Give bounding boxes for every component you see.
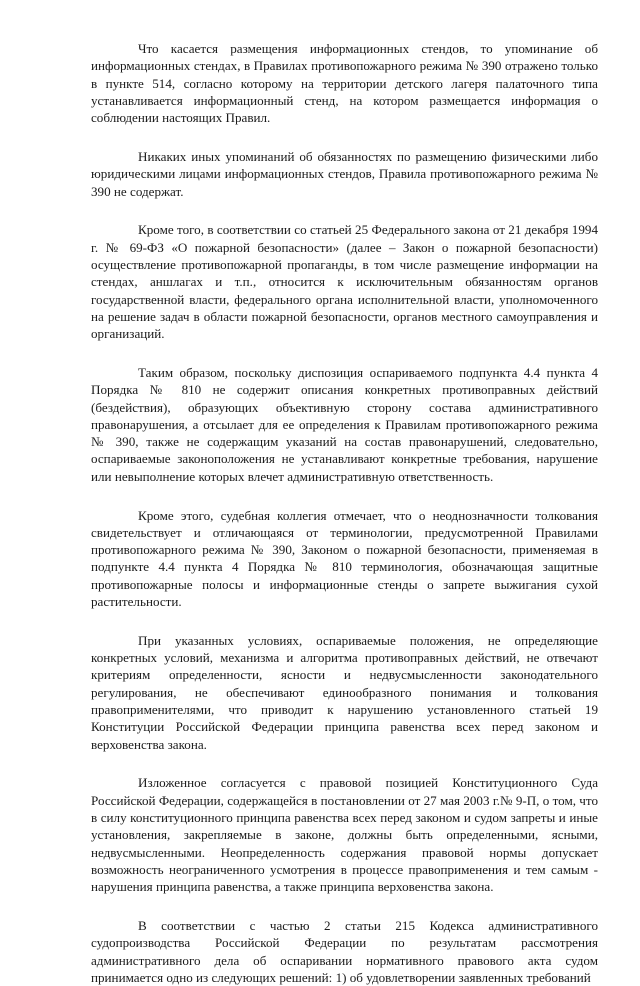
paragraph-article-215: В соответствии с частью 2 статьи 215 Кодекса административного судопроизводства Российской Федерации по результатам рассмотрения административного дела об оспаривании нормативного правового акта судом принимается одно из следующих решений: 1) об удовлетворении заявленных требований	[91, 917, 598, 985]
paragraph-terminology: Кроме этого, судебная коллегия отмечает, что о неоднозначности толкования свидетельствует и отличающаяся от терминологии, предусмотренной Правилами противопожарного режима № 390, Законом о пожарной безопасности, применяемая в подпункте 4.4 пункта 4 Порядка № 810 терминология, обозначающая защитные противопожарные полосы и информационные стенды о запрете выжигания сухой растительности.	[91, 507, 598, 610]
paragraph-conditions: При указанных условиях, оспариваемые положения, не определяющие конкретных условий, механизма и алгоритма противоправных действий, не отвечают критериям определенности, ясности и недвусмысленности законодательного регулирования, не обеспечивают единообразного понимания и толкования правоприменителями, что приводит к нарушению установленного статьей 19 Конституции Российской Федерации принципа равенства всех перед законом и верховенства закона.	[91, 632, 598, 752]
paragraph-constitutional-court: Изложенное согласуется с правовой позицией Конституционного Суда Российской Федерации, содержащейся в постановлении от 27 мая 2003 г.№ 9-П, о том, что в силу конституционного принципа равенства всех перед законом и судом запреты и иные установления, закрепляемые в законе, должны быть определенными, ясными, недвусмысленными. Неопределенность содержания правовой нормы допускает возможность неограниченного усмотрения в процессе правоприменения и тем самым - нарушения принципа равенства, а также принципа верховенства закона.	[91, 775, 598, 895]
paragraph-no-other-mentions: Никаких иных упоминаний об обязанностях по размещению физическими либо юридическими лицами информационных стендов, Правила противопожарного режима № 390 не содержат.	[91, 148, 598, 199]
paragraph-information-stands: Что касается размещения информационных стендов, то упоминание об информационных стендах, в Правилах противопожарного режима № 390 отражено только в пункте 514, согласно которому на территории детского лагеря палаточного типа устанавливается информационный стенд, на котором размещается информация о соблюдении настоящих Правил.	[91, 41, 598, 126]
document-page	[91, 40, 598, 986]
paragraph-fire-safety-law: Кроме того, в соответствии со статьей 25 Федерального закона от 21 декабря 1994 г. № 69-ФЗ «О пожарной безопасности» (далее – Закон о пожарной безопасности) осуществление противопожарной пропаганды, в том числе размещение информации на стендах, аншлагах и т.п., относится к исключительным обязанностям органов государственной власти, федерального органа исполнительной власти, уполномоченного на решение задач в области пожарной безопасности, органов местного самоуправления и организаций.	[91, 222, 598, 342]
paragraph-disposition: Таким образом, поскольку диспозиция оспариваемого подпункта 4.4 пункта 4 Порядка № 810 не содержит описания конкретных противоправных действий (бездействия), образующих объективную сторону состава административного правонарушения, а отсылает для ее определения к Правилам противопожарного режима № 390, также не содержащим указаний на состав правонарушений, следовательно, оспариваемые законоположения не устанавливают конкретные требования, нарушение или невыполнение которых влечет административную ответственность.	[91, 364, 598, 484]
